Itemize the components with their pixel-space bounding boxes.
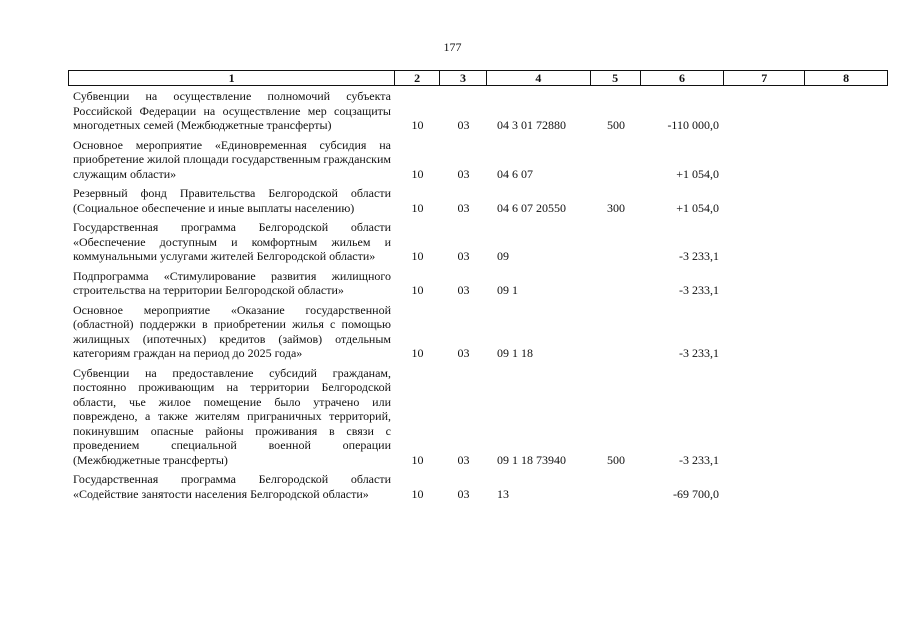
table-body bbox=[68, 89, 888, 506]
row-amount: +1 054,0 bbox=[676, 166, 719, 181]
row-description: Субвенции на осуществление полномочий субъекта Российской Федерации на осуществление мер соцзащиты многодетных семей (Межбюджетные трансферты) bbox=[73, 89, 391, 132]
row-amount: -3 233,1 bbox=[679, 249, 719, 263]
row-subsection: 03 bbox=[457, 118, 470, 132]
row-subsection: 03 bbox=[457, 249, 470, 263]
header-cell-1: 1 bbox=[69, 71, 395, 85]
table-row bbox=[68, 303, 888, 361]
row-section: 10 bbox=[411, 283, 424, 297]
header-cell-6: 6 bbox=[641, 71, 725, 85]
row-subsection: 03 bbox=[457, 200, 470, 215]
row-subsection: 03 bbox=[457, 452, 470, 467]
row-subsection: 03 bbox=[457, 283, 470, 297]
header-cell-3: 3 bbox=[440, 71, 487, 85]
row-subsection: 03 bbox=[457, 346, 470, 360]
row-description: Государственная программа Белгородской области «Обеспечение доступным и комфортным жильем и коммунальными услугами жителей Белгородской области» bbox=[73, 220, 391, 263]
row-amount: -3 233,1 bbox=[679, 346, 719, 360]
row-target-code: 04 6 07 bbox=[497, 166, 533, 181]
row-section: 10 bbox=[411, 346, 424, 360]
header-cell-8: 8 bbox=[843, 71, 850, 85]
row-target-code: 09 bbox=[497, 249, 509, 263]
row-target-code: 09 1 18 73940 bbox=[497, 452, 566, 467]
row-expense-type: 500 bbox=[607, 452, 625, 467]
row-target-code: 04 6 07 20550 bbox=[497, 200, 566, 215]
row-subsection: 03 bbox=[457, 486, 470, 501]
row-amount: +1 054,0 bbox=[676, 200, 719, 215]
row-target-code: 13 bbox=[497, 486, 509, 501]
table-header-row bbox=[68, 70, 888, 86]
row-section: 10 bbox=[411, 166, 424, 181]
table-row bbox=[68, 186, 888, 215]
row-description: Основное мероприятие «Единовременная субсидия на приобретение жилой площади государственным гражданским служащим области» bbox=[73, 137, 391, 181]
row-amount: -69 700,0 bbox=[673, 486, 719, 501]
row-subsection: 03 bbox=[457, 166, 470, 181]
row-expense-type: 300 bbox=[607, 200, 625, 215]
row-amount: -110 000,0 bbox=[667, 118, 719, 132]
page-number: 177 bbox=[443, 40, 462, 54]
row-description: Основное мероприятие «Оказание государственной (областной) поддержки в приобретении жилья с помощью жилищных (ипотечных) кредитов (займов) отдельным категориям граждан на период до 2025 года» bbox=[73, 302, 391, 360]
row-description: Подпрограмма «Стимулирование развития жилищного строительства на территории Белгородской области» bbox=[73, 268, 391, 297]
table-row bbox=[68, 366, 888, 468]
row-section: 10 bbox=[411, 200, 424, 215]
row-description: Субвенции на предоставление субсидий гражданам, постоянно проживающим на территории Белгородской области, чье жилое помещение было утрачено или повреждено, а также жителям приграничных территорий, покинувшим опасные районы проживания в связи с проведением специальной военной операции (Межбюджетные трансферты) bbox=[73, 365, 391, 467]
row-target-code: 09 1 18 bbox=[497, 346, 533, 360]
row-amount: -3 233,1 bbox=[679, 452, 719, 467]
table-row bbox=[68, 220, 888, 264]
table-row bbox=[68, 138, 888, 182]
row-amount: -3 233,1 bbox=[679, 283, 719, 297]
row-description: Резервный фонд Правительства Белгородской области (Социальное обеспечение и иные выплаты населению) bbox=[73, 186, 391, 215]
row-section: 10 bbox=[411, 249, 424, 263]
table-row bbox=[68, 89, 888, 133]
header-cell-7: 7 bbox=[724, 71, 805, 85]
header-cell-2: 2 bbox=[395, 71, 440, 85]
header-cell-5: 5 bbox=[591, 71, 641, 85]
row-expense-type: 500 bbox=[607, 118, 625, 132]
row-section: 10 bbox=[411, 486, 424, 501]
row-description: Государственная программа Белгородской области «Содействие занятости населения Белгородской области» bbox=[73, 472, 391, 501]
row-section: 10 bbox=[411, 452, 424, 467]
row-section: 10 bbox=[411, 118, 424, 132]
header-cell-4: 4 bbox=[487, 71, 591, 85]
table-row bbox=[68, 472, 888, 501]
row-target-code: 09 1 bbox=[497, 283, 518, 297]
table-row bbox=[68, 269, 888, 298]
row-target-code: 04 3 01 72880 bbox=[497, 118, 566, 132]
